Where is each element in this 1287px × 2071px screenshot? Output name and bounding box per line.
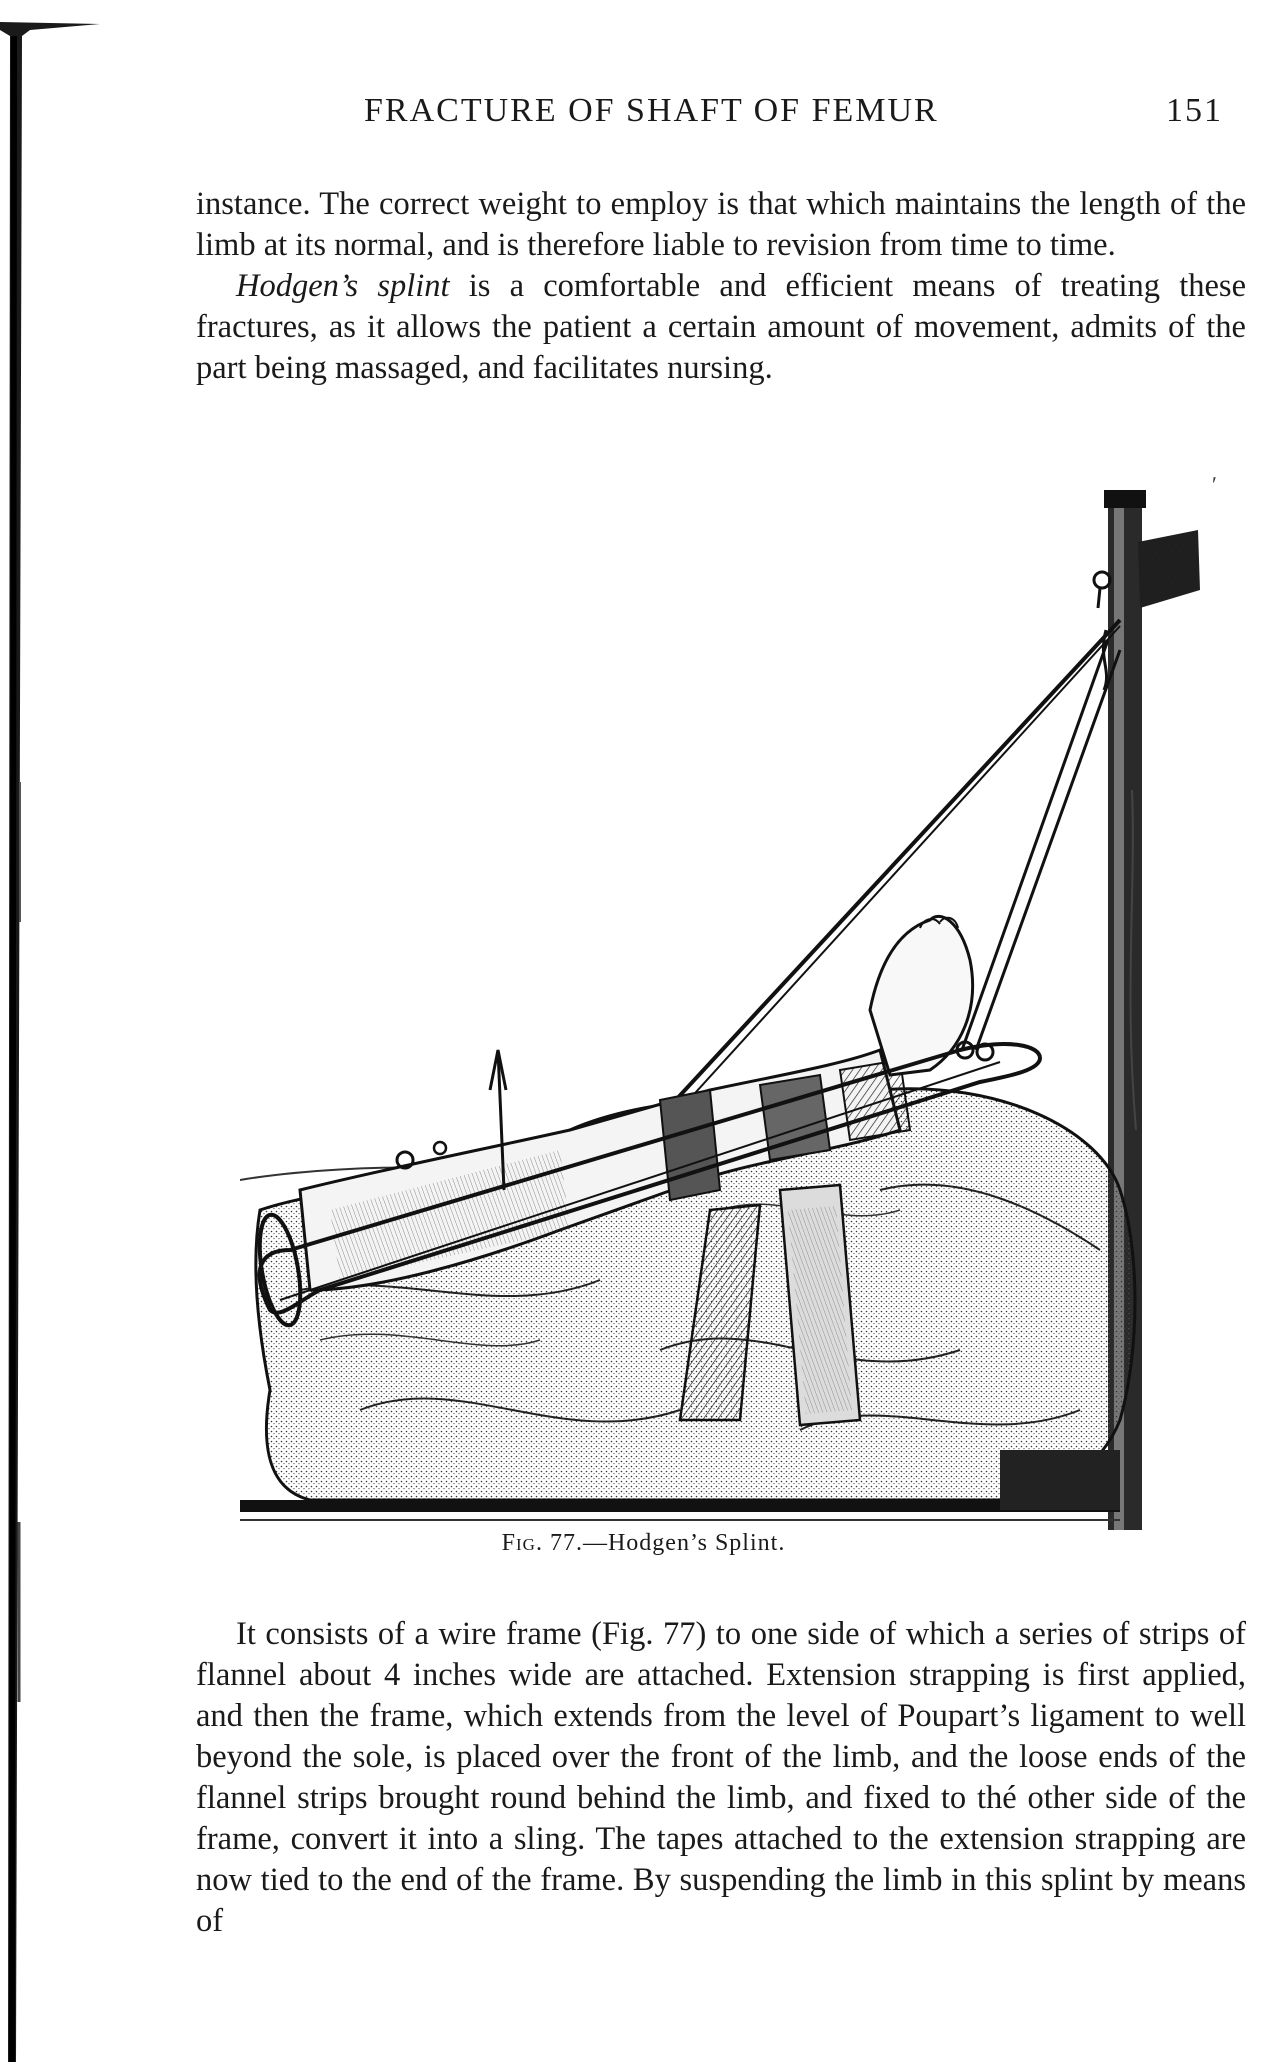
paragraph-3: It consists of a wire frame (Fig. 77) to one side of which a series of strips of flannel about 4 inches wide are attached. Extension strapping is first applied, and then the frame, which extends from the level of Poupart’s ligament to well beyond the sole, is placed over the front of the limb, and the loose ends of the flannel strips brought round behind the limb, and fixed to thé other side of the frame, convert it into a sling. The tapes attached to the extension strapping are now tied to the end of the frame. By suspending the limb in this splint by means of (196, 1616, 1246, 1939)
page-binding-edge (0, 22, 110, 2062)
hodgens-splint-illustration (240, 490, 1200, 1530)
running-title: FRACTURE OF SHAFT OF FEMUR (364, 92, 939, 129)
paragraph-2-text: is a comfortable and efficient means of treating these fractures, as it allows the patient a certain amount of movement, admits of the part being massaged, and facilitates nursing. (196, 268, 1246, 386)
paragraph-2 (196, 266, 1246, 389)
paragraph-1: instance. The correct weight to employ is that which maintains the length of the limb at its normal, and is therefore liable to revision from time to time. (196, 186, 1246, 263)
figure-title: Hodgen’s Splint. (607, 1530, 786, 1556)
stray-mark: ʹ (1212, 472, 1217, 497)
figure-label: Fig. 77. (501, 1530, 583, 1556)
text-block-bottom (196, 1614, 1246, 1942)
figure-caption (0, 1530, 1287, 1557)
text-block-top (196, 184, 1246, 389)
running-head (0, 92, 1287, 140)
figure-dash: — (582, 1530, 608, 1556)
page-number: 151 (1166, 92, 1223, 129)
italic-term: Hodgen’s splint (236, 268, 450, 304)
